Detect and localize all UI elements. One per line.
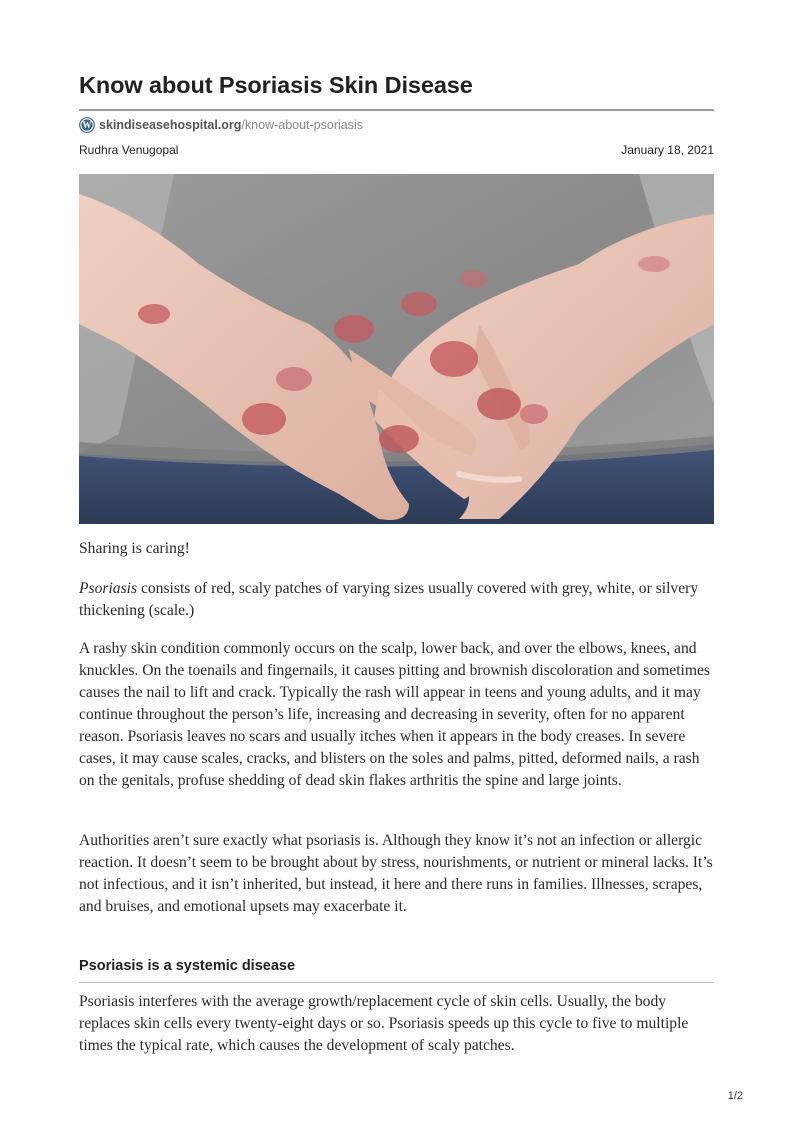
- article-title: Know about Psoriasis Skin Disease: [79, 72, 473, 98]
- source-domain[interactable]: skindiseasehospital.org: [99, 118, 242, 132]
- photo-icon: [79, 174, 714, 524]
- sharing-text: Sharing is caring!: [79, 540, 190, 557]
- author-name: Rudhra Venugopal: [79, 143, 179, 157]
- psoriasis-term: Psoriasis: [79, 580, 138, 597]
- publish-date: January 18, 2021: [621, 143, 714, 157]
- byline: [79, 143, 714, 157]
- source-line[interactable]: [79, 116, 363, 134]
- page-number: 1/2: [727, 1090, 743, 1102]
- source-path[interactable]: /know-about-psoriasis: [241, 118, 364, 132]
- paragraph-3: Authorities aren’t sure exactly what psoriasis is. Although they know it’s not an infection or allergic reaction. It doesn’t seem to be brought about by stress, nourishments, or nutrient or mineral lacks. It’s not infectious, and it isn’t inherited, but instead, it here and there runs in families. Illnesses, scrapes, and bruises, and emotional upsets may exacerbate it.: [79, 832, 713, 915]
- paragraph-1: [79, 578, 714, 622]
- article-photo: [79, 174, 714, 524]
- title-divider: [79, 109, 714, 111]
- section-heading: Psoriasis is a systemic disease: [79, 958, 296, 974]
- wordpress-icon: [79, 117, 95, 133]
- paragraph-1-text: consists of red, scaly patches of varying sizes usually covered with grey, white, or silvery thickening (scale.): [79, 580, 699, 619]
- svg-text:W: W: [82, 120, 92, 131]
- paragraph-2: A rashy skin condition commonly occurs on the scalp, lower back, and over the elbows, knees, and knuckles. On the toenails and fingernails, it causes pitting and brownish discoloration and sometimes causes the nail to lift and crack. Typically the rash will appear in teens and young adults, and it may continue throughout the person’s life, increasing and decreasing in severity, often for no apparent reason. Psoriasis leaves no scars and usually itches when it appears in the body creases. In severe cases, it may cause scales, cracks, and blisters on the soles and palms, pitted, deformed nails, a rash on the genitals, profuse shedding of dead skin flakes arthritis the spine and large joints.: [79, 640, 710, 789]
- paragraph-4: Psoriasis interferes with the average growth/replacement cycle of skin cells. Usually, the body replaces skin cells every twenty-eight days or so. Psoriasis speeds up this cycle to five to multiple times the typical rate, which causes the development of scaly patches.: [79, 993, 689, 1054]
- heading-divider: [79, 982, 714, 983]
